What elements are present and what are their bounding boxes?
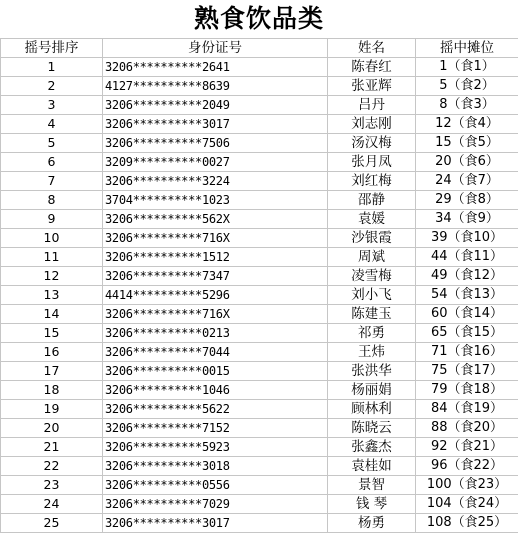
lottery-results-table (0, 38, 518, 533)
cell-stall[interactable]: 39（食10） (416, 229, 518, 248)
table-row (1, 381, 518, 400)
table-row (1, 495, 518, 514)
table-row (1, 419, 518, 438)
cell-name[interactable]: 沙银霞 (328, 229, 416, 248)
table-row (1, 362, 518, 381)
table-row (1, 400, 518, 419)
sheet-title: 熟食饮品类 (193, 4, 324, 33)
table-row (1, 77, 518, 96)
cell-lottery-order[interactable]: 12 (1, 267, 103, 286)
cell-stall[interactable]: 104（食24） (416, 495, 518, 514)
cell-stall[interactable]: 49（食12） (416, 267, 518, 286)
cell-stall[interactable]: 84（食19） (416, 400, 518, 419)
cell-name[interactable]: 杨勇 (328, 514, 416, 533)
cell-id-number[interactable]: 3206**********7506 (103, 134, 328, 153)
cell-stall[interactable]: 79（食18） (416, 381, 518, 400)
cell-name[interactable]: 袁媛 (328, 210, 416, 229)
cell-lottery-order[interactable]: 25 (1, 514, 103, 533)
cell-lottery-order[interactable]: 11 (1, 248, 103, 267)
table-row (1, 115, 518, 134)
cell-stall[interactable]: 12（食4） (416, 115, 518, 134)
cell-lottery-order[interactable]: 21 (1, 438, 103, 457)
cell-stall[interactable]: 92（食21） (416, 438, 518, 457)
cell-name[interactable]: 张月凤 (328, 153, 416, 172)
table-row (1, 343, 518, 362)
cell-lottery-order[interactable]: 13 (1, 286, 103, 305)
cell-lottery-order[interactable]: 5 (1, 134, 103, 153)
cell-stall[interactable]: 44（食11） (416, 248, 518, 267)
cell-id-number[interactable]: 3206**********7152 (103, 419, 328, 438)
cell-stall[interactable]: 15（食5） (416, 134, 518, 153)
cell-stall[interactable]: 34（食9） (416, 210, 518, 229)
cell-id-number[interactable]: 4127**********8639 (103, 77, 328, 96)
cell-lottery-order[interactable]: 3 (1, 96, 103, 115)
cell-id-number[interactable]: 3206**********3018 (103, 457, 328, 476)
cell-lottery-order[interactable]: 16 (1, 343, 103, 362)
cell-name[interactable]: 张鑫杰 (328, 438, 416, 457)
cell-id-number[interactable]: 3206**********562X (103, 210, 328, 229)
cell-lottery-order[interactable]: 17 (1, 362, 103, 381)
cell-name[interactable]: 刘小飞 (328, 286, 416, 305)
cell-name[interactable]: 刘红梅 (328, 172, 416, 191)
cell-name[interactable]: 祁勇 (328, 324, 416, 343)
table-row (1, 191, 518, 210)
table-row (1, 210, 518, 229)
header-id-number[interactable]: 身份证号 (103, 39, 328, 58)
cell-name[interactable]: 吕丹 (328, 96, 416, 115)
cell-stall[interactable]: 20（食6） (416, 153, 518, 172)
cell-name[interactable]: 邵静 (328, 191, 416, 210)
cell-stall[interactable]: 65（食15） (416, 324, 518, 343)
cell-id-number[interactable]: 3206**********7347 (103, 267, 328, 286)
table-row (1, 457, 518, 476)
table-row (1, 248, 518, 267)
cell-id-number[interactable]: 3206**********3224 (103, 172, 328, 191)
cell-name[interactable]: 凌雪梅 (328, 267, 416, 286)
cell-name[interactable]: 张亚辉 (328, 77, 416, 96)
cell-name[interactable]: 景智 (328, 476, 416, 495)
table-row (1, 438, 518, 457)
cell-stall[interactable]: 96（食22） (416, 457, 518, 476)
cell-stall[interactable]: 54（食13） (416, 286, 518, 305)
table-row (1, 267, 518, 286)
header-row (1, 39, 518, 58)
cell-lottery-order[interactable]: 2 (1, 77, 103, 96)
table-row (1, 324, 518, 343)
cell-id-number[interactable]: 3206**********7029 (103, 495, 328, 514)
header-stall[interactable]: 摇中摊位 (416, 39, 518, 58)
cell-lottery-order[interactable]: 1 (1, 58, 103, 77)
cell-id-number[interactable]: 3206**********2049 (103, 96, 328, 115)
cell-id-number[interactable]: 3206**********2641 (103, 58, 328, 77)
header-lottery-order[interactable]: 摇号排序 (1, 39, 103, 58)
table-row (1, 153, 518, 172)
cell-lottery-order[interactable]: 20 (1, 419, 103, 438)
cell-stall[interactable]: 60（食14） (416, 305, 518, 324)
header-name[interactable]: 姓名 (328, 39, 416, 58)
cell-id-number[interactable]: 3206**********0015 (103, 362, 328, 381)
table-row (1, 514, 518, 533)
cell-lottery-order[interactable]: 9 (1, 210, 103, 229)
cell-stall[interactable]: 24（食7） (416, 172, 518, 191)
table-row (1, 96, 518, 115)
cell-name[interactable]: 陈晓云 (328, 419, 416, 438)
cell-id-number[interactable]: 3206**********716X (103, 305, 328, 324)
cell-lottery-order[interactable]: 6 (1, 153, 103, 172)
cell-id-number[interactable]: 3206**********7044 (103, 343, 328, 362)
cell-id-number[interactable]: 3704**********1023 (103, 191, 328, 210)
table-row (1, 58, 518, 77)
cell-stall[interactable]: 1（食1） (416, 58, 518, 77)
cell-lottery-order[interactable]: 14 (1, 305, 103, 324)
cell-id-number[interactable]: 3206**********716X (103, 229, 328, 248)
cell-name[interactable]: 张洪华 (328, 362, 416, 381)
cell-id-number[interactable]: 3206**********3017 (103, 514, 328, 533)
table-row (1, 172, 518, 191)
cell-name[interactable]: 杨丽娟 (328, 381, 416, 400)
cell-id-number[interactable]: 3209**********0027 (103, 153, 328, 172)
cell-name[interactable]: 汤汉梅 (328, 134, 416, 153)
cell-lottery-order[interactable]: 24 (1, 495, 103, 514)
cell-name[interactable]: 刘志刚 (328, 115, 416, 134)
cell-lottery-order[interactable]: 18 (1, 381, 103, 400)
cell-stall[interactable]: 75（食17） (416, 362, 518, 381)
cell-name[interactable]: 顾林利 (328, 400, 416, 419)
cell-name[interactable]: 王炜 (328, 343, 416, 362)
cell-name[interactable]: 袁桂如 (328, 457, 416, 476)
table-row (1, 476, 518, 495)
cell-name[interactable]: 钱 琴 (328, 495, 416, 514)
table-row (1, 229, 518, 248)
table-row (1, 286, 518, 305)
cell-stall[interactable]: 100（食23） (416, 476, 518, 495)
cell-lottery-order[interactable]: 23 (1, 476, 103, 495)
cell-name[interactable]: 陈建玉 (328, 305, 416, 324)
cell-name[interactable]: 陈春红 (328, 58, 416, 77)
cell-stall[interactable]: 8（食3） (416, 96, 518, 115)
cell-stall[interactable]: 29（食8） (416, 191, 518, 210)
cell-lottery-order[interactable]: 4 (1, 115, 103, 134)
cell-id-number[interactable]: 3206**********0213 (103, 324, 328, 343)
cell-id-number[interactable]: 4414**********5296 (103, 286, 328, 305)
cell-lottery-order[interactable]: 22 (1, 457, 103, 476)
cell-id-number[interactable]: 3206**********0556 (103, 476, 328, 495)
cell-stall[interactable]: 71（食16） (416, 343, 518, 362)
cell-id-number[interactable]: 3206**********1512 (103, 248, 328, 267)
cell-stall[interactable]: 88（食20） (416, 419, 518, 438)
cell-stall[interactable]: 5（食2） (416, 77, 518, 96)
cell-id-number[interactable]: 3206**********3017 (103, 115, 328, 134)
cell-lottery-order[interactable]: 8 (1, 191, 103, 210)
cell-lottery-order[interactable]: 19 (1, 400, 103, 419)
table-row (1, 134, 518, 153)
cell-id-number[interactable]: 3206**********1046 (103, 381, 328, 400)
cell-lottery-order[interactable]: 15 (1, 324, 103, 343)
table-row (1, 305, 518, 324)
cell-id-number[interactable]: 3206**********5923 (103, 438, 328, 457)
cell-name[interactable]: 周斌 (328, 248, 416, 267)
cell-lottery-order[interactable]: 7 (1, 172, 103, 191)
cell-stall[interactable]: 108（食25） (416, 514, 518, 533)
cell-lottery-order[interactable]: 10 (1, 229, 103, 248)
cell-id-number[interactable]: 3206**********5622 (103, 400, 328, 419)
